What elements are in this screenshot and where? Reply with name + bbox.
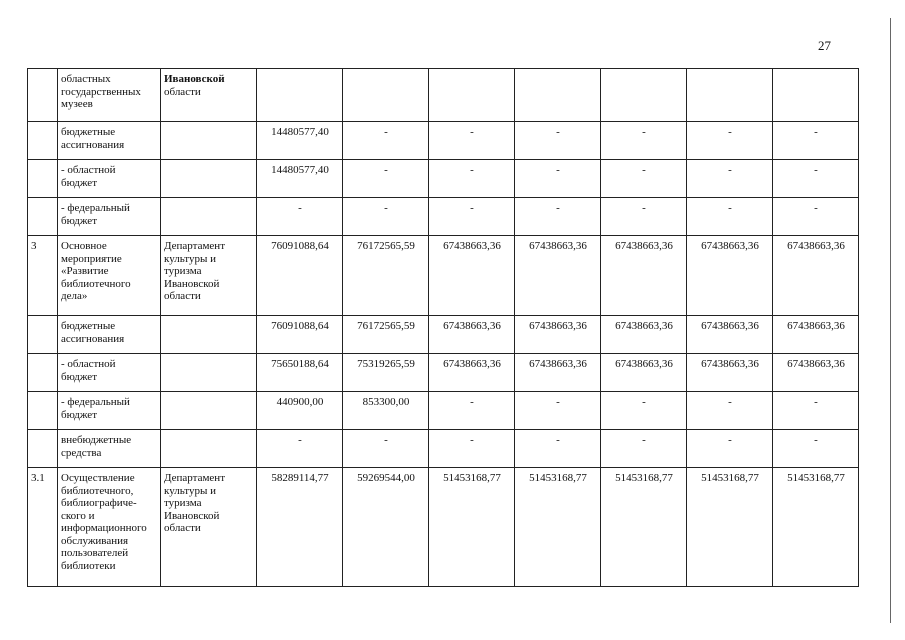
value-cell bbox=[773, 69, 859, 122]
executor-cell bbox=[161, 236, 257, 316]
value-cell: - bbox=[773, 430, 859, 468]
table-row bbox=[28, 316, 859, 354]
measure-name-line: бюджет bbox=[61, 370, 97, 383]
measure-name-line: бюджет bbox=[61, 408, 97, 421]
measure-name-line: информационного обслуживания пользователей библиотеки bbox=[61, 522, 147, 572]
value-cell: - bbox=[515, 160, 601, 198]
executor-label: Ивановской bbox=[164, 73, 225, 85]
value-cell: - bbox=[515, 392, 601, 430]
value-cell: 51453168,77 bbox=[773, 468, 859, 587]
value-cell: - bbox=[773, 392, 859, 430]
value-cell: - bbox=[687, 198, 773, 236]
value-cell: 67438663,36 bbox=[601, 354, 687, 392]
table-row bbox=[28, 468, 859, 587]
executor-cell bbox=[161, 392, 257, 430]
value-cell: - bbox=[601, 392, 687, 430]
table-row bbox=[28, 160, 859, 198]
measure-name-line: бюджет bbox=[61, 214, 97, 227]
value-cell: - bbox=[343, 160, 429, 198]
value-cell: 76091088,64 bbox=[257, 236, 343, 316]
executor-cell bbox=[161, 468, 257, 587]
executor-cell bbox=[161, 198, 257, 236]
measure-name-cell bbox=[58, 160, 161, 198]
value-cell: 67438663,36 bbox=[687, 316, 773, 354]
executor-cell bbox=[161, 122, 257, 160]
value-cell: - bbox=[515, 430, 601, 468]
measure-name-line: - федеральный bbox=[61, 202, 130, 214]
value-cell: - bbox=[257, 198, 343, 236]
executor-line: туризма Ивановской области bbox=[164, 265, 220, 302]
value-cell: - bbox=[773, 198, 859, 236]
executor-cell bbox=[161, 430, 257, 468]
value-cell: - bbox=[601, 198, 687, 236]
value-cell: - bbox=[429, 430, 515, 468]
value-cell: 67438663,36 bbox=[687, 236, 773, 316]
value-cell: - bbox=[773, 160, 859, 198]
budget-table bbox=[27, 68, 859, 587]
value-cell: - bbox=[343, 430, 429, 468]
row-number-cell: 3 bbox=[28, 236, 58, 316]
executor-line: Департамент культуры и bbox=[164, 472, 226, 497]
measure-name-cell: областных государственных музеев bbox=[58, 69, 161, 122]
value-cell: - bbox=[429, 198, 515, 236]
value-cell: 67438663,36 bbox=[773, 236, 859, 316]
row-number-cell: 3.1 bbox=[28, 468, 58, 587]
measure-name-line: - областной bbox=[61, 164, 116, 176]
value-cell: - bbox=[601, 430, 687, 468]
value-cell: 75650188,64 bbox=[257, 354, 343, 392]
value-cell: - bbox=[601, 160, 687, 198]
value-cell: 67438663,36 bbox=[601, 316, 687, 354]
row-number-cell bbox=[28, 160, 58, 198]
measure-name-line: Осуществление библиотечного, библиографиче- bbox=[61, 472, 137, 509]
value-cell: 67438663,36 bbox=[515, 354, 601, 392]
value-cell bbox=[257, 69, 343, 122]
page-number: 27 bbox=[818, 38, 831, 53]
measure-name-cell bbox=[58, 392, 161, 430]
value-cell: 14480577,40 bbox=[257, 160, 343, 198]
value-cell: 75319265,59 bbox=[343, 354, 429, 392]
value-cell: - bbox=[515, 198, 601, 236]
value-cell: - bbox=[687, 392, 773, 430]
value-cell: 51453168,77 bbox=[429, 468, 515, 587]
measure-name-cell bbox=[58, 198, 161, 236]
measure-name-cell bbox=[58, 354, 161, 392]
value-cell: 67438663,36 bbox=[773, 316, 859, 354]
value-cell: - bbox=[687, 430, 773, 468]
row-number-cell bbox=[28, 122, 58, 160]
executor-line: Департамент культуры и bbox=[164, 240, 226, 265]
value-cell: 67438663,36 bbox=[429, 316, 515, 354]
measure-name-cell bbox=[58, 468, 161, 587]
row-number-cell bbox=[28, 392, 58, 430]
measure-name-line: - областной bbox=[61, 358, 116, 370]
value-cell: 59269544,00 bbox=[343, 468, 429, 587]
value-cell: - bbox=[515, 122, 601, 160]
page-edge-line bbox=[890, 18, 891, 623]
value-cell: 67438663,36 bbox=[429, 354, 515, 392]
value-cell: 853300,00 bbox=[343, 392, 429, 430]
value-cell: 440900,00 bbox=[257, 392, 343, 430]
value-cell: 58289114,77 bbox=[257, 468, 343, 587]
value-cell: 76172565,59 bbox=[343, 236, 429, 316]
measure-name-cell: внебюджетные средства bbox=[58, 430, 161, 468]
executor-cell bbox=[161, 69, 257, 122]
value-cell: - bbox=[687, 160, 773, 198]
value-cell: 51453168,77 bbox=[515, 468, 601, 587]
executor-label: области bbox=[164, 85, 201, 98]
measure-name-line: - федеральный bbox=[61, 396, 130, 408]
table-row bbox=[28, 430, 859, 468]
value-cell: - bbox=[343, 198, 429, 236]
value-cell: - bbox=[429, 160, 515, 198]
value-cell: 14480577,40 bbox=[257, 122, 343, 160]
value-cell: 51453168,77 bbox=[687, 468, 773, 587]
row-number-cell bbox=[28, 354, 58, 392]
value-cell: 67438663,36 bbox=[429, 236, 515, 316]
executor-line: туризма Ивановской области bbox=[164, 497, 220, 534]
value-cell: - bbox=[687, 122, 773, 160]
measure-name-cell: бюджетные ассигнования bbox=[58, 316, 161, 354]
table-row bbox=[28, 122, 859, 160]
value-cell: 67438663,36 bbox=[773, 354, 859, 392]
table-row bbox=[28, 392, 859, 430]
value-cell: - bbox=[601, 122, 687, 160]
value-cell: - bbox=[429, 122, 515, 160]
executor-cell bbox=[161, 354, 257, 392]
value-cell: 76172565,59 bbox=[343, 316, 429, 354]
row-number-cell bbox=[28, 430, 58, 468]
measure-name-line: ского и bbox=[61, 509, 95, 522]
value-cell: 67438663,36 bbox=[515, 316, 601, 354]
row-number-cell bbox=[28, 69, 58, 122]
measure-name-cell: бюджетные ассигнования bbox=[58, 122, 161, 160]
value-cell bbox=[687, 69, 773, 122]
table-row bbox=[28, 69, 859, 122]
measure-name-cell: Основное мероприятие «Развитие библиотечного дела» bbox=[58, 236, 161, 316]
value-cell: - bbox=[773, 122, 859, 160]
value-cell: 51453168,77 bbox=[601, 468, 687, 587]
executor-cell bbox=[161, 160, 257, 198]
row-number-cell bbox=[28, 198, 58, 236]
value-cell: - bbox=[343, 122, 429, 160]
value-cell bbox=[601, 69, 687, 122]
value-cell: - bbox=[429, 392, 515, 430]
table-row bbox=[28, 198, 859, 236]
value-cell bbox=[515, 69, 601, 122]
value-cell: 67438663,36 bbox=[687, 354, 773, 392]
table-row bbox=[28, 354, 859, 392]
value-cell bbox=[429, 69, 515, 122]
value-cell: 76091088,64 bbox=[257, 316, 343, 354]
measure-name-line: бюджет bbox=[61, 176, 97, 189]
value-cell: 67438663,36 bbox=[601, 236, 687, 316]
value-cell: - bbox=[257, 430, 343, 468]
table-row bbox=[28, 236, 859, 316]
executor-cell bbox=[161, 316, 257, 354]
value-cell: 67438663,36 bbox=[515, 236, 601, 316]
value-cell bbox=[343, 69, 429, 122]
row-number-cell bbox=[28, 316, 58, 354]
